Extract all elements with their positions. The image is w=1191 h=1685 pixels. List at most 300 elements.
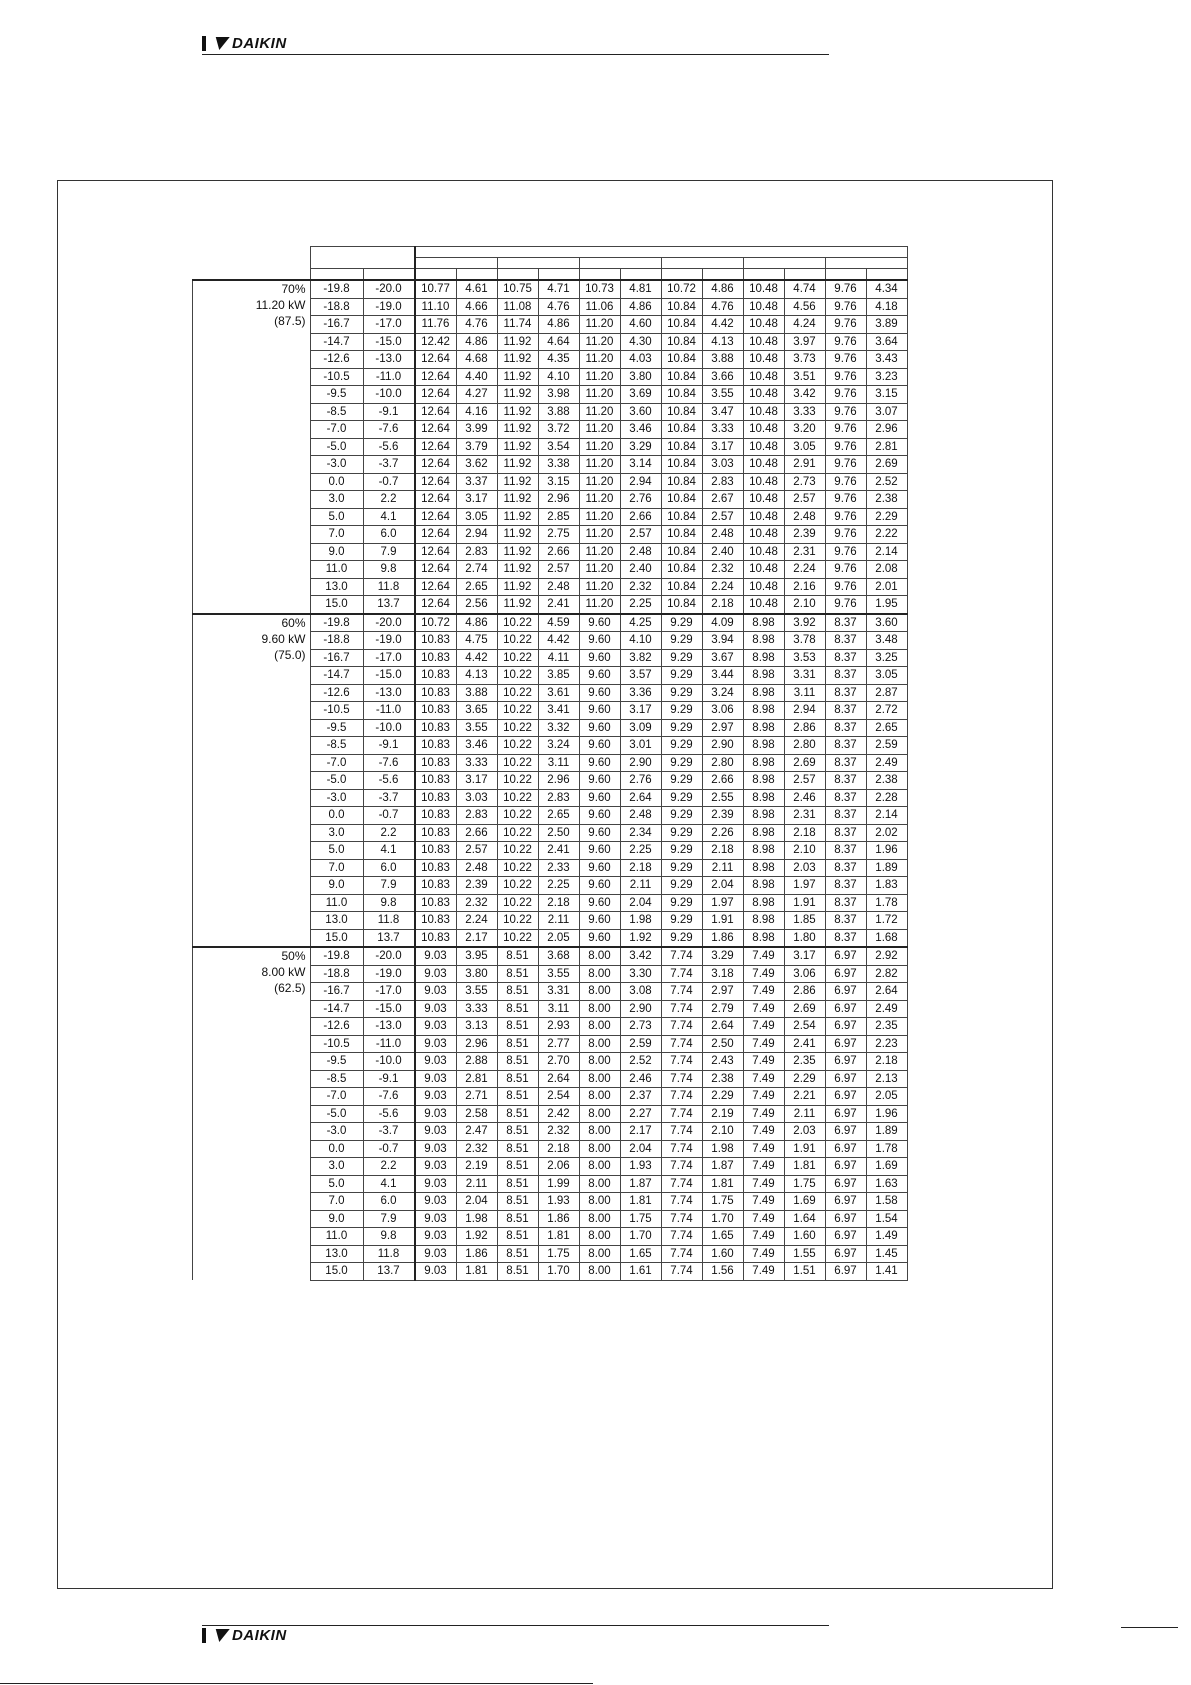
value-cell: 9.03 [415, 1245, 457, 1263]
temp-cell: 9.0 [310, 543, 363, 561]
value-cell: 6.97 [825, 1000, 866, 1018]
value-cell: 1.86 [456, 1245, 497, 1263]
value-cell: 10.22 [497, 894, 538, 912]
value-cell: 2.93 [538, 1018, 579, 1036]
value-cell: 2.11 [702, 859, 743, 877]
value-cell: 2.52 [866, 473, 907, 491]
value-cell: 12.64 [415, 438, 457, 456]
temp-cell: 0.0 [310, 807, 363, 825]
value-cell: 4.86 [456, 333, 497, 351]
temp-cell: -7.6 [363, 421, 415, 439]
temp-cell: -8.5 [310, 737, 363, 755]
temp-cell: 15.0 [310, 1263, 363, 1281]
value-cell: 10.22 [497, 649, 538, 667]
temp-cell: -13.0 [363, 351, 415, 369]
temp-cell: -19.8 [310, 280, 363, 298]
value-cell: 1.80 [784, 929, 825, 947]
value-cell: 2.76 [620, 772, 661, 790]
value-cell: 8.00 [579, 965, 620, 983]
value-cell: 2.80 [702, 754, 743, 772]
value-cell: 2.69 [866, 456, 907, 474]
value-cell: 7.49 [743, 1158, 784, 1176]
value-cell: 2.72 [866, 702, 907, 720]
header-blank-cell [363, 269, 415, 281]
value-cell: 9.29 [661, 894, 702, 912]
value-cell: 6.97 [825, 1263, 866, 1281]
value-cell: 7.49 [743, 947, 784, 965]
value-cell: 2.04 [456, 1193, 497, 1211]
value-cell: 2.94 [456, 526, 497, 544]
value-cell: 8.37 [825, 649, 866, 667]
value-cell: 6.97 [825, 1228, 866, 1246]
value-cell: 12.64 [415, 351, 457, 369]
page-number-rule [1121, 1627, 1178, 1628]
value-cell: 7.74 [661, 1035, 702, 1053]
value-cell: 1.49 [866, 1228, 907, 1246]
table-row [193, 947, 908, 965]
temp-cell: -15.0 [363, 333, 415, 351]
value-cell: 7.49 [743, 1123, 784, 1141]
value-cell: 1.81 [620, 1193, 661, 1211]
value-cell: 2.64 [620, 789, 661, 807]
value-cell: 8.51 [497, 1263, 538, 1281]
value-cell: 8.00 [579, 1193, 620, 1211]
value-cell: 2.57 [620, 526, 661, 544]
value-cell: 2.24 [702, 578, 743, 596]
value-cell: 9.29 [661, 912, 702, 930]
value-cell: 1.61 [620, 1263, 661, 1281]
group-label [193, 614, 311, 948]
value-cell: 4.30 [620, 333, 661, 351]
value-cell: 3.41 [538, 702, 579, 720]
value-cell: 3.33 [784, 403, 825, 421]
value-cell: 11.92 [497, 508, 538, 526]
value-cell: 10.48 [743, 316, 784, 334]
value-cell: 10.22 [497, 632, 538, 650]
temp-cell: -16.7 [310, 649, 363, 667]
value-cell: 10.48 [743, 526, 784, 544]
value-cell: 2.49 [866, 754, 907, 772]
value-cell: 10.48 [743, 438, 784, 456]
value-cell: 3.14 [620, 456, 661, 474]
value-cell: 2.80 [784, 737, 825, 755]
value-cell: 2.41 [784, 1035, 825, 1053]
value-cell: 2.22 [866, 526, 907, 544]
value-cell: 10.84 [661, 421, 702, 439]
value-cell: 4.42 [702, 316, 743, 334]
header-blank-cell [538, 269, 579, 281]
value-cell: 11.92 [497, 333, 538, 351]
value-cell: 3.46 [620, 421, 661, 439]
value-cell: 2.33 [538, 859, 579, 877]
value-cell: 2.69 [784, 754, 825, 772]
value-cell: 11.20 [579, 316, 620, 334]
value-cell: 10.84 [661, 596, 702, 614]
temp-cell: -10.5 [310, 702, 363, 720]
value-cell: 9.03 [415, 1193, 457, 1211]
value-cell: 7.74 [661, 983, 702, 1001]
value-cell: 3.82 [620, 649, 661, 667]
value-cell: 11.92 [497, 438, 538, 456]
value-cell: 1.51 [784, 1263, 825, 1281]
value-cell: 1.69 [866, 1158, 907, 1176]
brand-name: DAIKIN [232, 1627, 287, 1644]
temp-cell: 3.0 [310, 1158, 363, 1176]
value-cell: 8.51 [497, 1018, 538, 1036]
value-cell: 7.49 [743, 1070, 784, 1088]
value-cell: 3.72 [538, 421, 579, 439]
value-cell: 10.84 [661, 473, 702, 491]
value-cell: 9.60 [579, 877, 620, 895]
value-cell: 4.18 [866, 298, 907, 316]
value-cell: 8.98 [743, 807, 784, 825]
value-cell: 7.74 [661, 1175, 702, 1193]
value-cell: 11.92 [497, 403, 538, 421]
value-cell: 2.38 [866, 772, 907, 790]
value-cell: 2.48 [784, 508, 825, 526]
value-cell: 10.84 [661, 316, 702, 334]
value-cell: 10.22 [497, 877, 538, 895]
value-cell: 9.29 [661, 789, 702, 807]
value-cell: 3.64 [866, 333, 907, 351]
value-cell: 9.60 [579, 929, 620, 947]
temp-cell: -18.8 [310, 632, 363, 650]
temp-cell: -11.0 [363, 368, 415, 386]
value-cell: 7.49 [743, 1210, 784, 1228]
value-cell: 8.51 [497, 1245, 538, 1263]
temp-cell: -20.0 [363, 947, 415, 965]
temp-cell: -5.6 [363, 1105, 415, 1123]
value-cell: 10.83 [415, 632, 457, 650]
value-cell: 10.22 [497, 719, 538, 737]
header-blank-col-2 [497, 258, 579, 269]
value-cell: 8.37 [825, 807, 866, 825]
value-cell: 11.06 [579, 298, 620, 316]
temp-cell: -10.0 [363, 1053, 415, 1071]
value-cell: 2.65 [456, 578, 497, 596]
value-cell: 2.37 [620, 1088, 661, 1106]
value-cell: 8.98 [743, 824, 784, 842]
value-cell: 2.14 [866, 543, 907, 561]
value-cell: 2.04 [620, 1140, 661, 1158]
value-cell: 7.49 [743, 1105, 784, 1123]
value-cell: 3.29 [620, 438, 661, 456]
value-cell: 2.18 [866, 1053, 907, 1071]
value-cell: 6.97 [825, 1088, 866, 1106]
temp-cell: 11.8 [363, 912, 415, 930]
header-blank-col-3 [579, 258, 661, 269]
value-cell: 2.75 [538, 526, 579, 544]
value-cell: 8.98 [743, 702, 784, 720]
value-cell: 9.29 [661, 859, 702, 877]
value-cell: 2.97 [702, 719, 743, 737]
temp-cell: 6.0 [363, 859, 415, 877]
value-cell: 3.97 [784, 333, 825, 351]
value-cell: 10.22 [497, 614, 538, 632]
value-cell: 3.29 [702, 947, 743, 965]
value-cell: 8.37 [825, 789, 866, 807]
value-cell: 2.24 [456, 912, 497, 930]
value-cell: 2.11 [456, 1175, 497, 1193]
value-cell: 2.32 [620, 578, 661, 596]
temp-cell: -9.5 [310, 719, 363, 737]
value-cell: 7.74 [661, 1140, 702, 1158]
value-cell: 8.37 [825, 912, 866, 930]
value-cell: 10.22 [497, 929, 538, 947]
value-cell: 10.48 [743, 421, 784, 439]
value-cell: 7.74 [661, 1053, 702, 1071]
value-cell: 8.37 [825, 824, 866, 842]
temp-cell: 9.8 [363, 894, 415, 912]
value-cell: 2.64 [538, 1070, 579, 1088]
value-cell: 4.10 [538, 368, 579, 386]
value-cell: 10.48 [743, 473, 784, 491]
value-cell: 2.83 [538, 789, 579, 807]
value-cell: 9.29 [661, 842, 702, 860]
value-cell: 9.76 [825, 298, 866, 316]
value-cell: 8.37 [825, 667, 866, 685]
value-cell: 1.69 [784, 1193, 825, 1211]
temp-cell: -16.7 [310, 316, 363, 334]
value-cell: 10.48 [743, 298, 784, 316]
value-cell: 2.91 [784, 456, 825, 474]
value-cell: 9.76 [825, 316, 866, 334]
temp-cell: -12.6 [310, 1018, 363, 1036]
value-cell: 3.43 [866, 351, 907, 369]
temp-cell: -7.0 [310, 1088, 363, 1106]
value-cell: 8.51 [497, 1210, 538, 1228]
value-cell: 2.11 [784, 1105, 825, 1123]
value-cell: 12.64 [415, 473, 457, 491]
value-cell: 9.29 [661, 877, 702, 895]
value-cell: 7.74 [661, 1018, 702, 1036]
temp-cell: 13.0 [310, 912, 363, 930]
value-cell: 10.48 [743, 351, 784, 369]
value-cell: 3.37 [456, 473, 497, 491]
value-cell: 4.76 [456, 316, 497, 334]
value-cell: 2.06 [538, 1158, 579, 1176]
value-cell: 1.81 [456, 1263, 497, 1281]
value-cell: 11.92 [497, 596, 538, 614]
value-cell: 4.42 [456, 649, 497, 667]
value-cell: 1.96 [866, 842, 907, 860]
value-cell: 6.97 [825, 1070, 866, 1088]
value-cell: 3.61 [538, 684, 579, 702]
value-cell: 3.06 [702, 702, 743, 720]
value-cell: 3.48 [866, 632, 907, 650]
temp-cell: -3.7 [363, 456, 415, 474]
value-cell: 10.83 [415, 667, 457, 685]
value-cell: 9.03 [415, 1158, 457, 1176]
value-cell: 10.48 [743, 578, 784, 596]
header-blank-temp [310, 247, 415, 269]
value-cell: 3.98 [538, 386, 579, 404]
value-cell: 9.03 [415, 947, 457, 965]
logo-bar [202, 1628, 206, 1643]
value-cell: 9.29 [661, 807, 702, 825]
value-cell: 9.76 [825, 421, 866, 439]
value-cell: 9.76 [825, 508, 866, 526]
value-cell: 8.00 [579, 947, 620, 965]
value-cell: 10.83 [415, 649, 457, 667]
value-cell: 3.17 [784, 947, 825, 965]
temp-cell: 11.0 [310, 561, 363, 579]
value-cell: 3.36 [620, 684, 661, 702]
temp-cell: -0.7 [363, 807, 415, 825]
value-cell: 8.51 [497, 1105, 538, 1123]
value-cell: 2.19 [702, 1105, 743, 1123]
temp-cell: 13.7 [363, 1263, 415, 1281]
value-cell: 1.86 [538, 1210, 579, 1228]
value-cell: 9.60 [579, 719, 620, 737]
value-cell: 10.22 [497, 754, 538, 772]
value-cell: 2.73 [784, 473, 825, 491]
table-body [193, 280, 908, 1280]
value-cell: 2.66 [702, 772, 743, 790]
value-cell: 11.92 [497, 421, 538, 439]
temp-cell: -5.0 [310, 438, 363, 456]
value-cell: 2.32 [456, 894, 497, 912]
header-blank-cell [702, 269, 743, 281]
value-cell: 1.75 [538, 1245, 579, 1263]
value-cell: 1.65 [620, 1245, 661, 1263]
temp-cell: 0.0 [310, 1140, 363, 1158]
value-cell: 7.74 [661, 1123, 702, 1141]
value-cell: 9.60 [579, 842, 620, 860]
value-cell: 3.11 [784, 684, 825, 702]
value-cell: 7.74 [661, 1070, 702, 1088]
temp-cell: -17.0 [363, 316, 415, 334]
value-cell: 12.64 [415, 456, 457, 474]
value-cell: 1.60 [784, 1228, 825, 1246]
value-cell: 2.79 [702, 1000, 743, 1018]
value-cell: 2.34 [620, 824, 661, 842]
value-cell: 9.76 [825, 438, 866, 456]
value-cell: 12.64 [415, 543, 457, 561]
value-cell: 1.96 [866, 1105, 907, 1123]
value-cell: 9.29 [661, 719, 702, 737]
value-cell: 3.53 [784, 649, 825, 667]
value-cell: 11.92 [497, 386, 538, 404]
value-cell: 2.48 [538, 578, 579, 596]
value-cell: 11.10 [415, 298, 457, 316]
value-cell: 2.29 [702, 1088, 743, 1106]
value-cell: 11.20 [579, 333, 620, 351]
group-label-line: 11.20 kW [255, 298, 306, 312]
value-cell: 10.83 [415, 859, 457, 877]
temp-cell: -8.5 [310, 403, 363, 421]
temp-cell: 7.9 [363, 543, 415, 561]
value-cell: 9.60 [579, 754, 620, 772]
value-cell: 8.37 [825, 842, 866, 860]
value-cell: 8.98 [743, 632, 784, 650]
value-cell: 11.92 [497, 561, 538, 579]
value-cell: 3.78 [784, 632, 825, 650]
temp-cell: 9.0 [310, 1210, 363, 1228]
value-cell: 8.98 [743, 789, 784, 807]
value-cell: 9.29 [661, 667, 702, 685]
value-cell: 8.00 [579, 983, 620, 1001]
value-cell: 9.60 [579, 789, 620, 807]
value-cell: 3.46 [456, 737, 497, 755]
value-cell: 10.77 [415, 280, 457, 298]
value-cell: 7.74 [661, 1210, 702, 1228]
value-cell: 10.83 [415, 807, 457, 825]
value-cell: 3.23 [866, 368, 907, 386]
value-cell: 2.65 [538, 807, 579, 825]
value-cell: 9.60 [579, 824, 620, 842]
value-cell: 2.67 [702, 491, 743, 509]
value-cell: 12.64 [415, 596, 457, 614]
logo-bar [202, 36, 206, 51]
value-cell: 3.31 [784, 667, 825, 685]
temp-cell: 7.9 [363, 877, 415, 895]
temp-cell: -14.7 [310, 667, 363, 685]
header-rule [202, 54, 829, 55]
value-cell: 6.97 [825, 1053, 866, 1071]
value-cell: 6.97 [825, 1105, 866, 1123]
value-cell: 12.64 [415, 386, 457, 404]
value-cell: 4.71 [538, 280, 579, 298]
value-cell: 2.32 [702, 561, 743, 579]
value-cell: 3.99 [456, 421, 497, 439]
value-cell: 11.92 [497, 578, 538, 596]
value-cell: 2.66 [456, 824, 497, 842]
value-cell: 3.88 [702, 351, 743, 369]
value-cell: 4.10 [620, 632, 661, 650]
value-cell: 7.49 [743, 1228, 784, 1246]
value-cell: 8.51 [497, 983, 538, 1001]
value-cell: 4.40 [456, 368, 497, 386]
value-cell: 7.74 [661, 965, 702, 983]
value-cell: 3.94 [702, 632, 743, 650]
value-cell: 2.47 [456, 1123, 497, 1141]
value-cell: 10.84 [661, 333, 702, 351]
value-cell: 8.37 [825, 719, 866, 737]
temp-cell: -5.0 [310, 772, 363, 790]
temp-cell: 3.0 [310, 824, 363, 842]
value-cell: 9.60 [579, 859, 620, 877]
value-cell: 9.29 [661, 649, 702, 667]
value-cell: 9.60 [579, 772, 620, 790]
value-cell: 4.86 [702, 280, 743, 298]
value-cell: 2.43 [702, 1053, 743, 1071]
value-cell: 9.60 [579, 702, 620, 720]
value-cell: 7.49 [743, 1018, 784, 1036]
temp-cell: 15.0 [310, 929, 363, 947]
value-cell: 9.60 [579, 614, 620, 632]
value-cell: 8.00 [579, 1158, 620, 1176]
value-cell: 2.76 [620, 491, 661, 509]
bottom-edge-rule [0, 1683, 593, 1684]
value-cell: 2.81 [456, 1070, 497, 1088]
header-blank-top [415, 247, 908, 258]
header-blank-cell [825, 269, 866, 281]
temp-cell: -18.8 [310, 298, 363, 316]
value-cell: 4.42 [538, 632, 579, 650]
temp-cell: -3.7 [363, 789, 415, 807]
value-cell: 10.84 [661, 508, 702, 526]
value-cell: 4.64 [538, 333, 579, 351]
group-label-line: 60% [281, 615, 306, 630]
value-cell: 1.91 [702, 912, 743, 930]
value-cell: 2.96 [538, 491, 579, 509]
value-cell: 2.23 [866, 1035, 907, 1053]
temp-cell: 7.0 [310, 526, 363, 544]
value-cell: 8.37 [825, 877, 866, 895]
value-cell: 9.03 [415, 983, 457, 1001]
value-cell: 3.09 [620, 719, 661, 737]
